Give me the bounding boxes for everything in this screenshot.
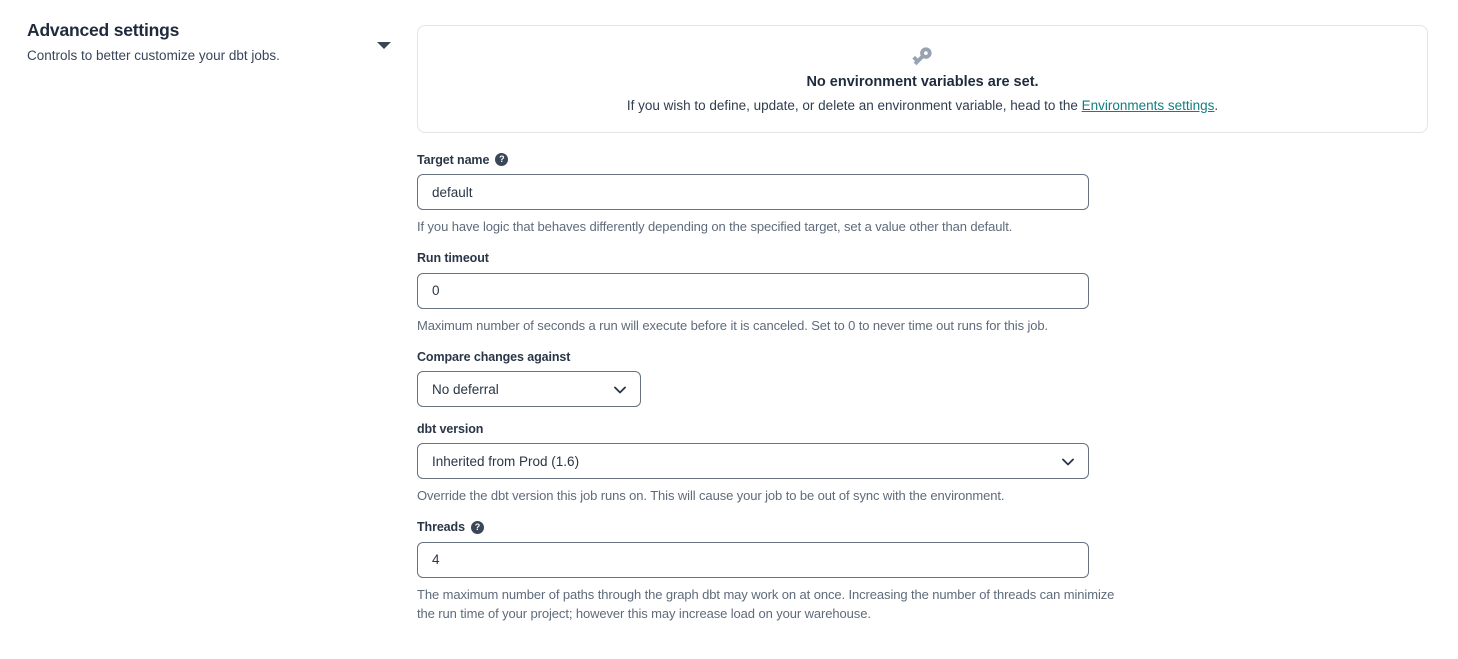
threads-input[interactable] bbox=[417, 542, 1089, 578]
help-icon[interactable]: ? bbox=[471, 521, 484, 534]
env-card-text-suffix: . bbox=[1214, 97, 1219, 113]
threads-helper: The maximum number of paths through the graph dbt may work on at once. Increasing the number of threads can minimize the run time of your project; however this may increase load on your warehouse. bbox=[417, 586, 1115, 621]
field-target-name bbox=[417, 152, 1428, 237]
threads-label: Threads bbox=[417, 520, 465, 534]
env-variables-empty-card bbox=[417, 25, 1428, 133]
dbt-version-value: Inherited from Prod (1.6) bbox=[432, 453, 580, 469]
env-card-title: No environment variables are set. bbox=[806, 74, 1039, 91]
environments-settings-link[interactable]: Environments settings bbox=[1081, 97, 1215, 113]
page-title: Advanced settings bbox=[27, 20, 180, 40]
field-run-timeout bbox=[417, 251, 1428, 336]
chevron-down-icon bbox=[614, 382, 626, 397]
page-subtitle: Controls to better customize your dbt jobs. bbox=[27, 48, 280, 63]
compare-changes-select[interactable] bbox=[417, 371, 641, 407]
dbt-version-helper: Override the dbt version this job runs on. This will cause your job to be out of sync with the environment. bbox=[417, 488, 1005, 503]
run-timeout-label: Run timeout bbox=[417, 251, 489, 265]
key-icon bbox=[911, 45, 934, 69]
help-icon[interactable]: ? bbox=[495, 153, 508, 166]
advanced-settings-header bbox=[27, 20, 280, 63]
target-name-helper: If you have logic that behaves differently depending on the specified target, set a value other than default. bbox=[417, 219, 1013, 234]
dbt-version-label: dbt version bbox=[417, 421, 484, 436]
field-dbt-version bbox=[417, 421, 1428, 506]
chevron-down-icon bbox=[1062, 454, 1074, 469]
env-card-text-prefix: If you wish to define, update, or delete an environment variable, head to the bbox=[626, 97, 1082, 113]
field-compare-changes bbox=[417, 349, 1428, 407]
target-name-input[interactable] bbox=[417, 174, 1089, 210]
dbt-version-select[interactable] bbox=[417, 443, 1089, 479]
advanced-settings-panel bbox=[417, 25, 1428, 638]
env-card-text bbox=[627, 98, 1218, 113]
field-threads bbox=[417, 520, 1428, 624]
compare-changes-label: Compare changes against bbox=[417, 349, 571, 364]
run-timeout-helper: Maximum number of seconds a run will execute before it is canceled. Set to 0 to never time out runs for this job. bbox=[417, 317, 1049, 333]
section-collapse-toggle[interactable] bbox=[377, 40, 393, 52]
target-name-label: Target name bbox=[417, 152, 490, 167]
triangle-down-icon bbox=[377, 42, 391, 49]
compare-changes-value: No deferral bbox=[432, 381, 499, 397]
advanced-settings-form bbox=[417, 152, 1428, 624]
run-timeout-input[interactable] bbox=[417, 273, 1089, 309]
